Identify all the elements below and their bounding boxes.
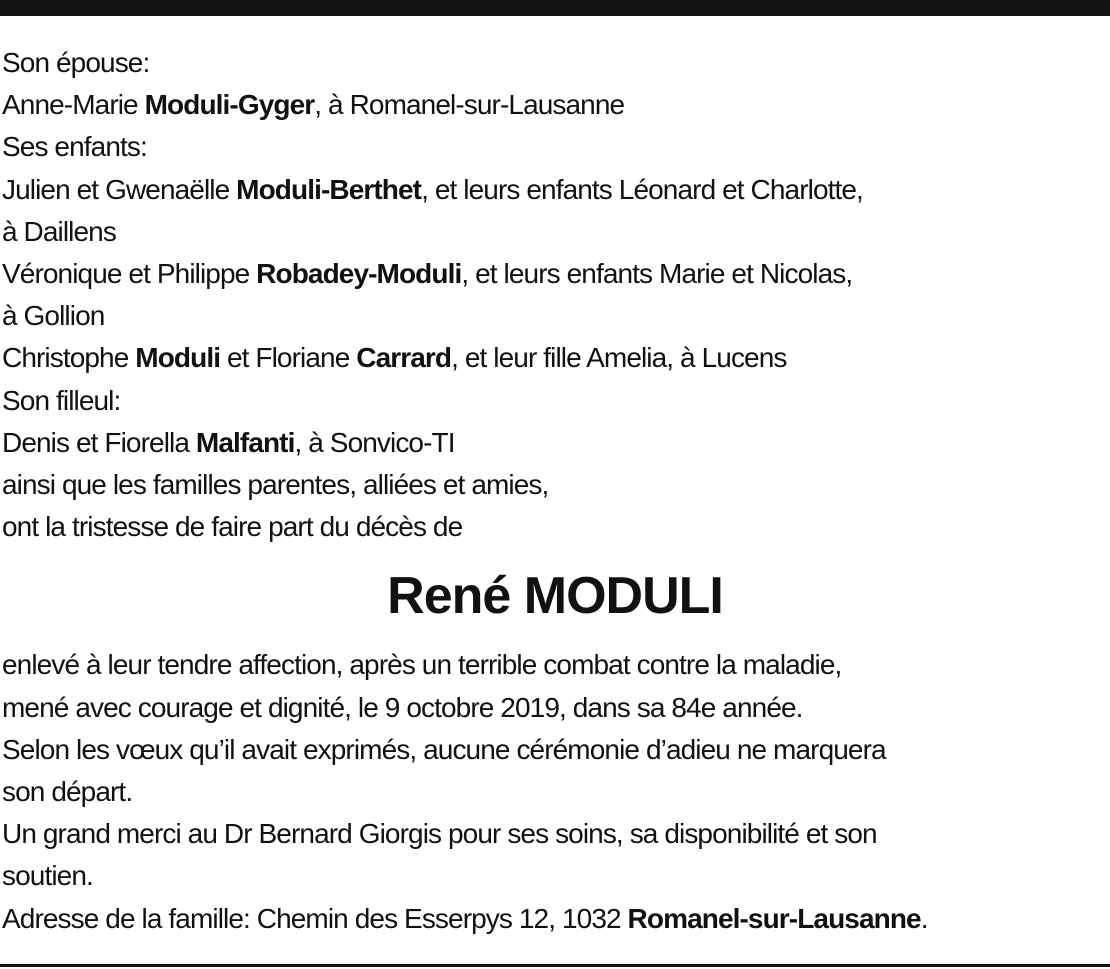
surname-text: Malfanti <box>195 426 295 458</box>
family-line <box>2 126 1108 168</box>
family-line <box>2 380 1108 422</box>
closing-line <box>2 644 1108 686</box>
closing-line <box>2 855 1108 897</box>
line-text: Christophe <box>2 342 136 374</box>
closing-line <box>2 771 1108 813</box>
family-line <box>2 211 1108 253</box>
line-text: mené avec courage et dignité, le 9 octobre 2019, dans sa 84e année. <box>2 691 803 723</box>
line-text: . <box>920 902 928 934</box>
line-text: soutien. <box>2 860 93 892</box>
notice-closing-text <box>2 644 1108 939</box>
surname-text: Moduli-Berthet <box>236 173 422 205</box>
family-line <box>2 84 1108 126</box>
family-line <box>2 42 1108 84</box>
surname-text: Moduli-Gyger <box>144 89 315 121</box>
line-text: et Floriane <box>220 342 357 374</box>
line-text: Selon les vœux qu’il avait exprimés, aucune cérémonie d’adieu ne marquera <box>2 733 886 765</box>
line-text: Julien et Gwenaëlle <box>2 173 237 205</box>
family-line <box>2 169 1108 211</box>
line-text: , et leurs enfants Marie et Nicolas, <box>461 258 853 290</box>
surname-text: Moduli <box>135 342 221 374</box>
line-text: à Daillens <box>2 215 116 247</box>
line-text: à Gollion <box>2 300 105 332</box>
line-text: ont la tristesse de faire part du décès de <box>2 511 463 543</box>
line-text: , à Sonvico-TI <box>294 426 455 458</box>
line-text: , et leur fille Amelia, à Lucens <box>451 342 787 374</box>
line-text: enlevé à leur tendre affection, après un terrible combat contre la maladie, <box>2 649 842 681</box>
family-line <box>2 253 1108 295</box>
family-line <box>2 422 1108 464</box>
family-announcement <box>2 42 1108 548</box>
line-text: Son filleul: <box>2 384 121 416</box>
line-text: Un grand merci au Dr Bernard Giorgis pour ses soins, sa disponibilité et son <box>2 818 877 850</box>
line-text: Son épouse: <box>2 47 150 78</box>
line-text: , à Romanel-sur-Lausanne <box>314 89 625 121</box>
surname-text: Robadey-Moduli <box>256 258 462 290</box>
deceased-name: René MODULI <box>387 567 723 626</box>
closing-line <box>2 687 1108 729</box>
death-notice <box>2 42 1108 940</box>
closing-line <box>2 813 1108 855</box>
line-text: , et leurs enfants Léonard et Charlotte, <box>421 173 863 205</box>
bottom-border-rule <box>0 964 1110 967</box>
line-text: Anne-Marie <box>2 89 145 121</box>
family-line <box>2 506 1108 548</box>
closing-line <box>2 729 1108 771</box>
top-border-rule <box>0 0 1110 16</box>
line-text: Véronique et Philippe <box>2 258 257 290</box>
line-text: ainsi que les familles parentes, alliées et amies, <box>2 469 549 501</box>
family-line <box>2 464 1108 506</box>
surname-text: Carrard <box>356 342 452 374</box>
closing-line <box>2 898 1108 940</box>
line-text: Ses enfants: <box>2 131 147 163</box>
surname-text: Romanel-sur-Lausanne <box>627 902 921 934</box>
line-text: Denis et Fiorella <box>2 426 196 458</box>
family-line <box>2 337 1108 379</box>
line-text: Adresse de la famille: Chemin des Esserpys 12, 1032 <box>2 902 628 934</box>
family-line <box>2 295 1108 337</box>
line-text: son départ. <box>2 776 133 808</box>
